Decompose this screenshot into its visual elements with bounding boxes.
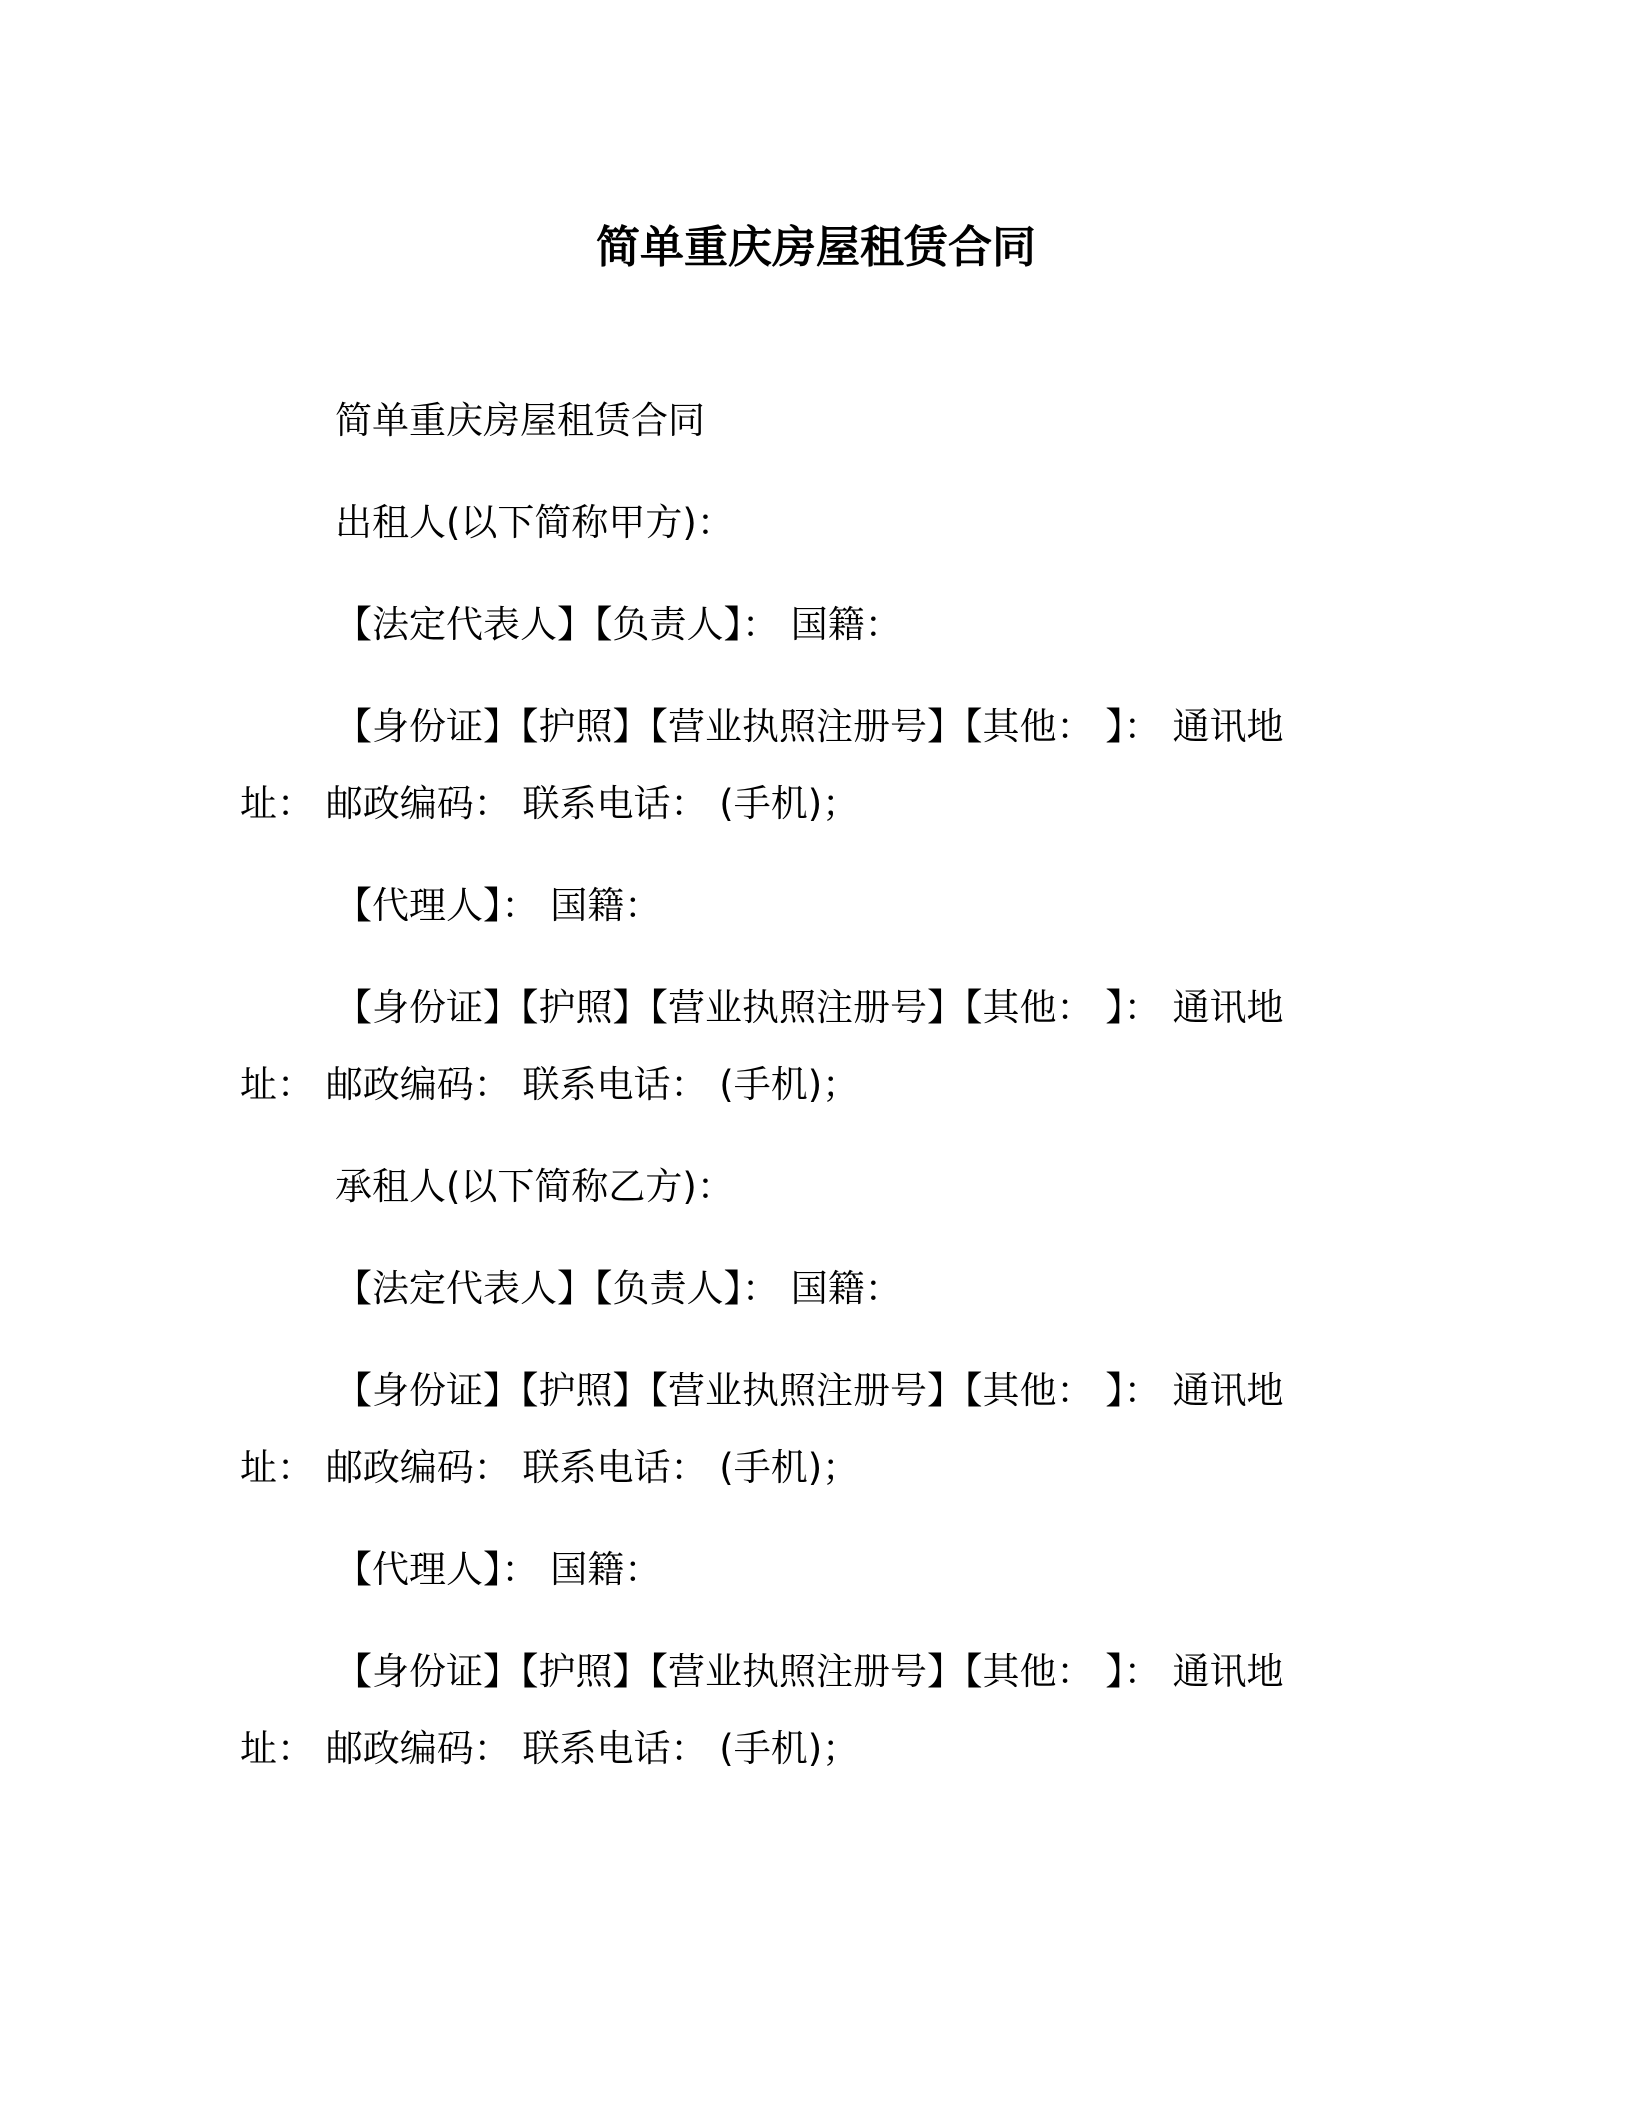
paragraph-line: 【法定代表人】【负责人】： 国籍：	[335, 1267, 902, 1310]
paragraph-line: 【身份证】【护照】【营业执照注册号】【其他： 】： 通讯地	[335, 1650, 1284, 1693]
paragraph-lessor-heading	[240, 484, 1380, 561]
paragraph-line: 【身份证】【护照】【营业执照注册号】【其他： 】： 通讯地	[335, 705, 1284, 748]
paragraph-line: 【法定代表人】【负责人】： 国籍：	[335, 603, 902, 646]
paragraph-lessor-agent	[240, 867, 1380, 944]
paragraph-line: 承租人(以下简称乙方)：	[335, 1165, 734, 1208]
paragraph-lessee-id-address	[240, 1352, 1380, 1506]
paragraph-subtitle	[240, 382, 1380, 459]
paragraph-line: 【代理人】： 国籍：	[335, 1548, 662, 1591]
paragraph-line-continued: 址： 邮政编码： 联系电话： (手机)；	[240, 1446, 860, 1489]
paragraph-lessor-representative	[240, 586, 1380, 663]
paragraph-lessee-representative	[240, 1250, 1380, 1327]
paragraph-line: 出租人(以下简称甲方)：	[335, 501, 734, 544]
paragraph-lessor-agent-id-address	[240, 969, 1380, 1123]
paragraph-line-continued: 址： 邮政编码： 联系电话： (手机)；	[240, 782, 860, 825]
paragraph-lessee-heading	[240, 1148, 1380, 1225]
paragraph-line-continued: 址： 邮政编码： 联系电话： (手机)；	[240, 1063, 860, 1106]
paragraph-line: 【身份证】【护照】【营业执照注册号】【其他： 】： 通讯地	[335, 1369, 1284, 1412]
document-title: 简单重庆房屋租赁合同	[596, 222, 1036, 273]
paragraph-line: 【代理人】： 国籍：	[335, 884, 662, 927]
paragraph-lessor-id-address	[240, 688, 1380, 842]
paragraph-line: 简单重庆房屋租赁合同	[335, 399, 705, 442]
paragraph-lessee-agent	[240, 1531, 1380, 1608]
paragraph-line: 【身份证】【护照】【营业执照注册号】【其他： 】： 通讯地	[335, 986, 1284, 1029]
paragraph-lessee-agent-id-address	[240, 1633, 1380, 1787]
paragraph-line-continued: 址： 邮政编码： 联系电话： (手机)；	[240, 1727, 860, 1770]
